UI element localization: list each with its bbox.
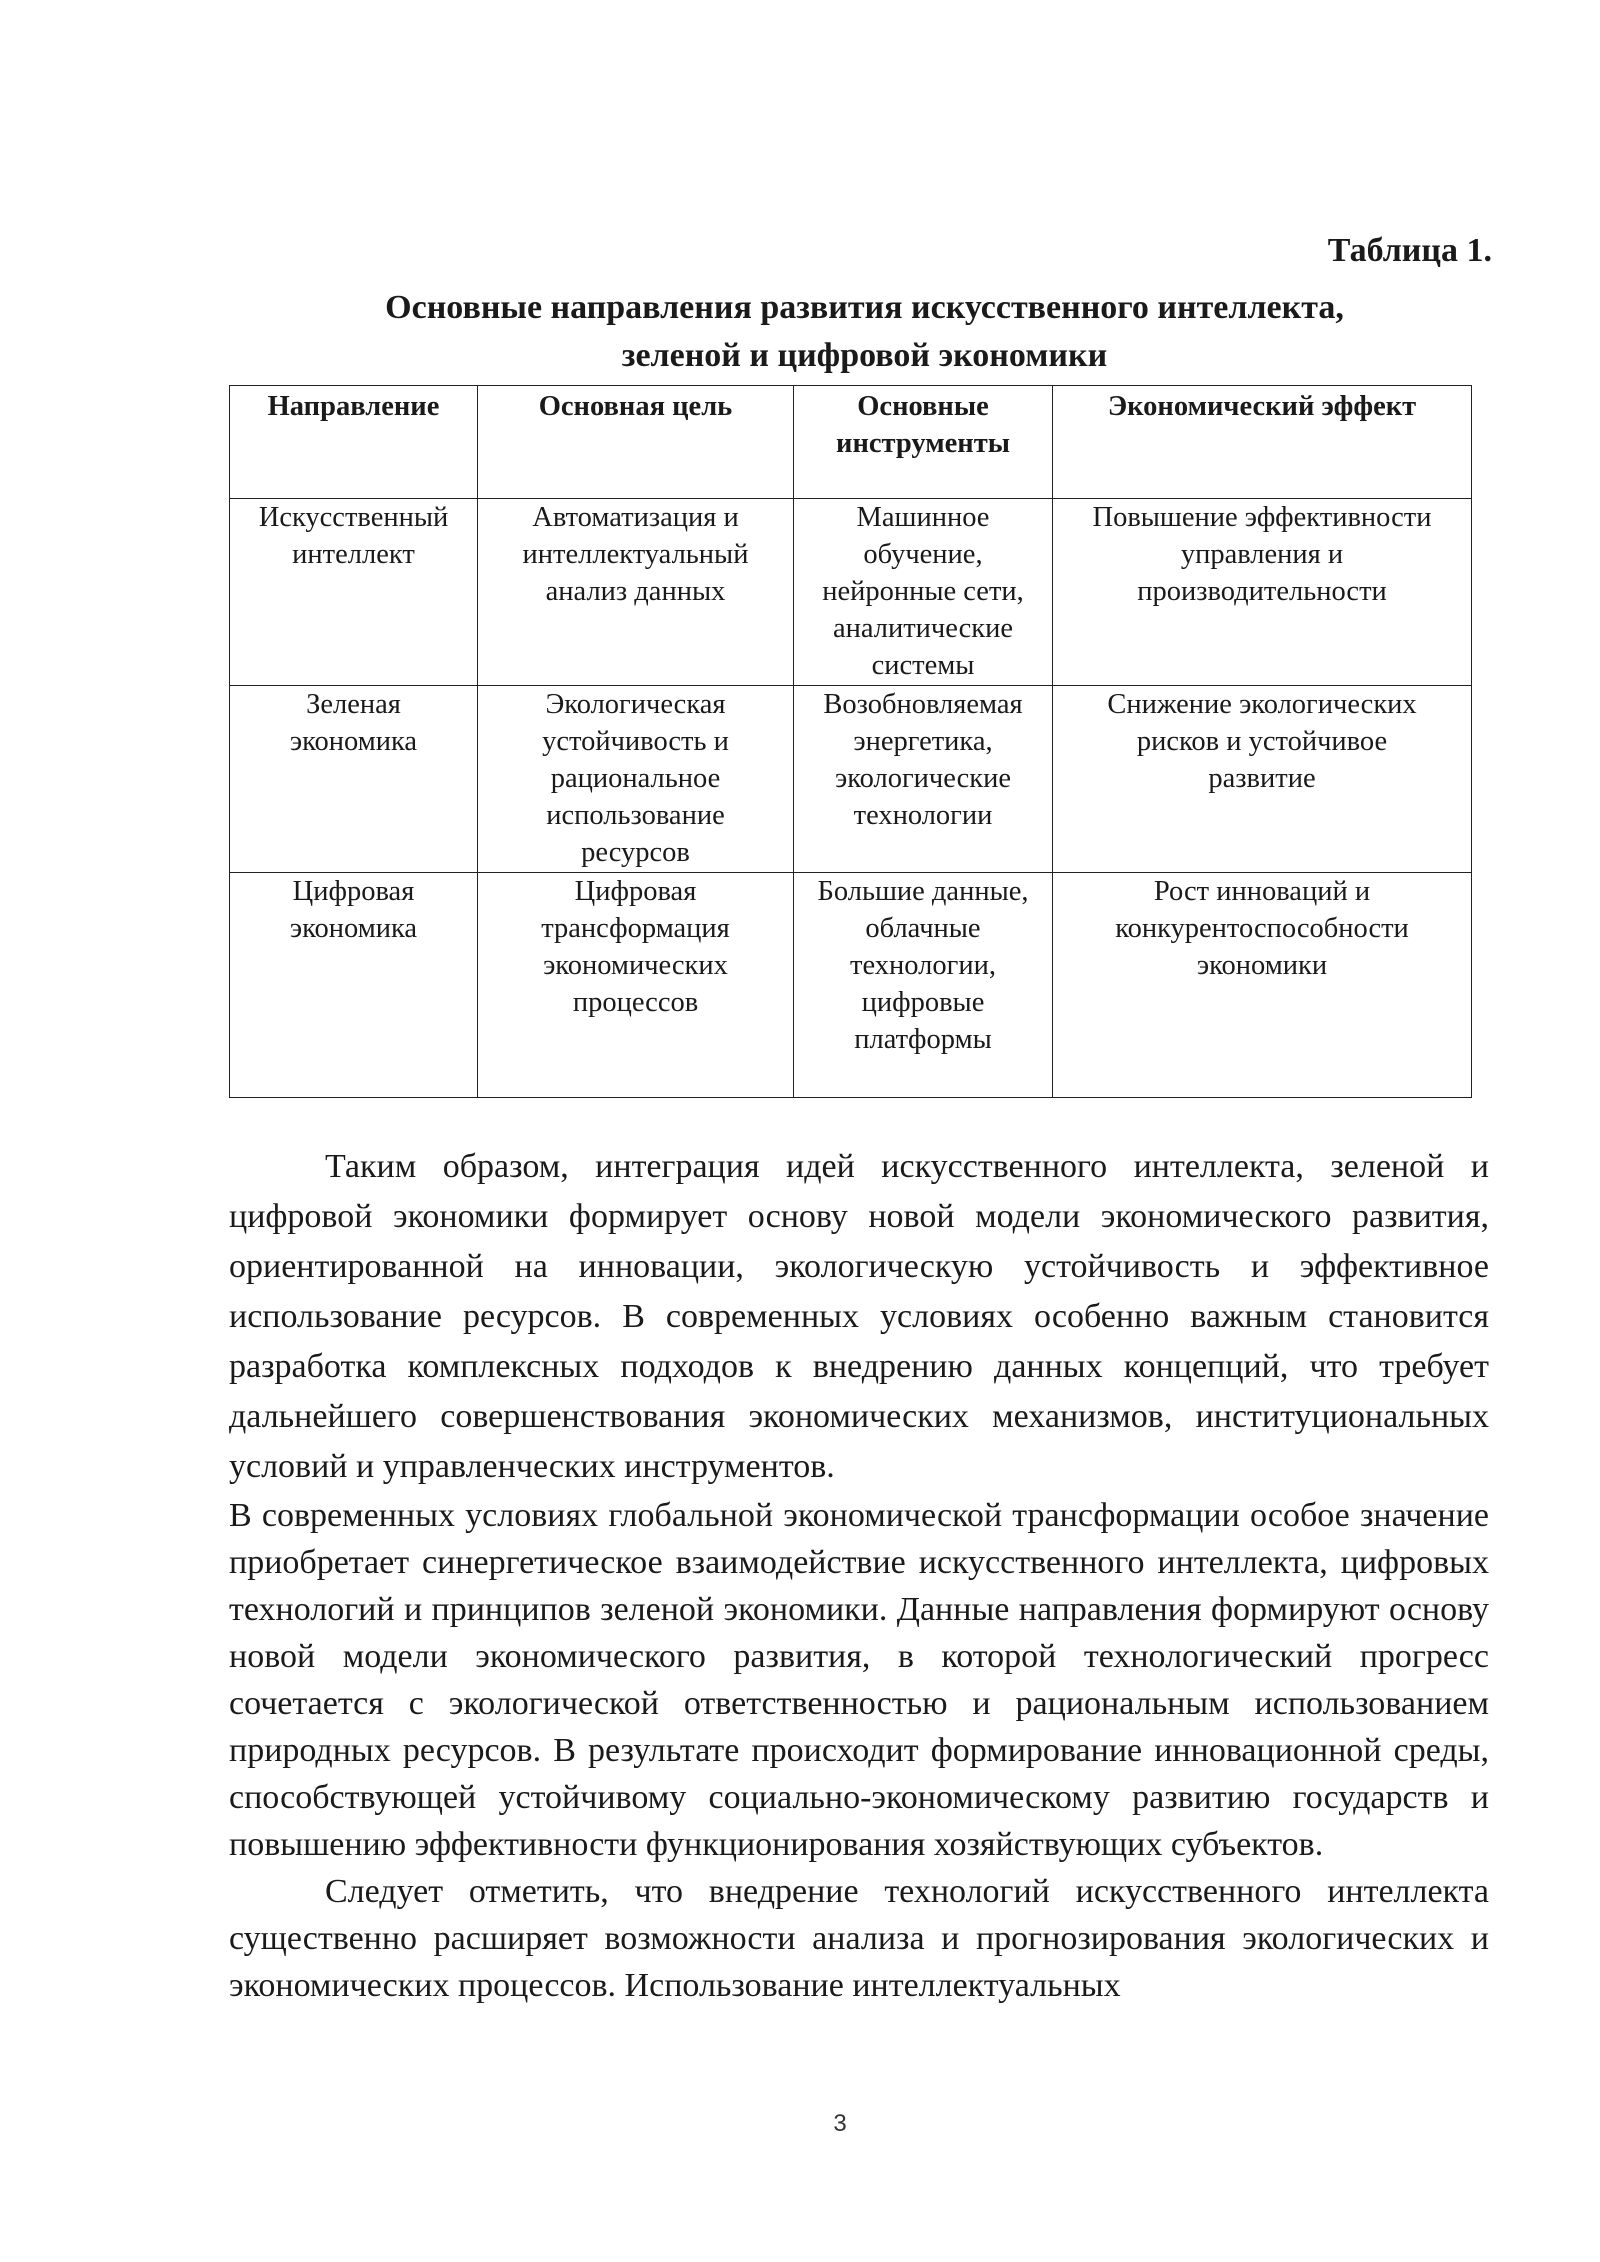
cell-line: процессов xyxy=(572,987,699,1018)
cell-line: экономических xyxy=(543,950,728,981)
cell-line: Искусственный xyxy=(258,502,449,533)
cell-line: развитие xyxy=(1208,763,1316,794)
table-title xyxy=(229,284,1500,380)
cell-line: технологии xyxy=(853,800,993,831)
cell-line: облачные xyxy=(865,913,981,944)
paragraph: Таким образом, интеграция идей искусственного интеллекта, зеленой и цифровой экономики формирует основу новой модели экономического развития, ориентированной на инновации, экологическую устойчивость и эффективное использование ресурсов. В современных условиях особенно важным становится разработка комплексных подходов к внедрению данных концепций, что требует дальнейшего совершенствования экономических механизмов, институциональных условий и управленческих инструментов. xyxy=(229,1148,1489,1485)
cell-line: производительности xyxy=(1137,576,1387,607)
cell-line: конкурентоспособности xyxy=(1115,913,1409,944)
paragraph: Следует отметить, что внедрение технологий искусственного интеллекта существенно расширяет возможности анализа и прогнозирования экологических и экономических процессов. Использование интеллектуальных xyxy=(229,1873,1489,2004)
cell-line: Снижение экологических xyxy=(1107,689,1417,720)
cell-effect xyxy=(1053,499,1472,686)
table-number: Таблица 1. xyxy=(1327,232,1492,269)
cell-line: Цифровая xyxy=(574,876,697,907)
cell-line: Автоматизация и xyxy=(532,502,739,533)
table-title-line-1: Основные направления развития искусственного интеллекта, xyxy=(385,289,1344,326)
cell-line: устойчивость и xyxy=(542,726,729,757)
cell-line: ресурсов xyxy=(581,837,690,868)
header-direction: Направление xyxy=(230,386,478,499)
cell-line: трансформация xyxy=(541,913,730,944)
cell-line: платформы xyxy=(854,1024,992,1055)
table-row xyxy=(230,686,1472,873)
cell-line: экологические xyxy=(834,763,1011,794)
cell-line: аналитические xyxy=(832,613,1014,644)
cell-line: экономика xyxy=(289,726,418,757)
page-number: 3 xyxy=(833,2110,847,2137)
table-row xyxy=(230,873,1472,1098)
cell-direction xyxy=(230,499,478,686)
cell-line: интеллект xyxy=(292,539,415,570)
cell-line: Зеленая xyxy=(306,689,401,720)
cell-line: обучение, xyxy=(863,539,983,570)
cell-line: управления и xyxy=(1180,539,1344,570)
header-tools-line: Основные xyxy=(857,391,989,422)
table-header-row xyxy=(230,386,1472,499)
header-tools-line: инструменты xyxy=(836,428,1010,459)
cell-line: Большие данные, xyxy=(817,876,1029,907)
cell-line: рациональное xyxy=(550,763,721,794)
cell-line: Повышение эффективности xyxy=(1092,502,1432,533)
cell-line: Экологическая xyxy=(545,689,726,720)
cell-goal xyxy=(478,686,794,873)
table-row xyxy=(230,499,1472,686)
cell-tools xyxy=(794,686,1053,873)
cell-line: анализ данных xyxy=(545,576,726,607)
cell-line: экономики xyxy=(1196,950,1328,981)
cell-line: Цифровая xyxy=(292,876,415,907)
cell-tools xyxy=(794,873,1053,1098)
body-text xyxy=(229,1142,1489,2009)
directions-table xyxy=(229,385,1472,1098)
cell-line: технологии, xyxy=(850,950,996,981)
cell-effect xyxy=(1053,873,1472,1098)
header-effect: Экономический эффект xyxy=(1053,386,1472,499)
cell-line: цифровые xyxy=(861,987,985,1018)
cell-direction xyxy=(230,873,478,1098)
cell-line: энергетика, xyxy=(853,726,993,757)
cell-goal xyxy=(478,499,794,686)
cell-line: рисков и устойчивое xyxy=(1136,726,1388,757)
cell-line: нейронные сети, xyxy=(822,576,1024,607)
cell-line: интеллектуальный xyxy=(522,539,749,570)
cell-line: Возобновляемая xyxy=(823,689,1023,720)
cell-line: экономика xyxy=(289,913,418,944)
cell-line: Машинное xyxy=(856,502,990,533)
cell-effect xyxy=(1053,686,1472,873)
cell-direction xyxy=(230,686,478,873)
table-title-line-2: зеленой и цифровой экономики xyxy=(621,337,1108,374)
header-tools xyxy=(794,386,1053,499)
cell-line: использование xyxy=(546,800,725,831)
header-goal: Основная цель xyxy=(478,386,794,499)
cell-line: Рост инноваций и xyxy=(1153,876,1371,907)
cell-line: системы xyxy=(871,650,975,681)
paragraph: В современных условиях глобальной экономической трансформации особое значение приобретает синергетическое взаимодействие искусственного интеллекта, цифровых технологий и принципов зеленой экономики. Данные направления формируют основу новой модели экономического развития, в которой технологический прогресс сочетается с экологической ответственностью и рациональным использованием природных ресурсов. В результате происходит формирование инновационной среды, способствующей устойчивому социально-экономическому развитию государств и повышению эффективности функционирования хозяйствующих субъектов. xyxy=(229,1497,1489,1863)
cell-tools xyxy=(794,499,1053,686)
cell-goal xyxy=(478,873,794,1098)
